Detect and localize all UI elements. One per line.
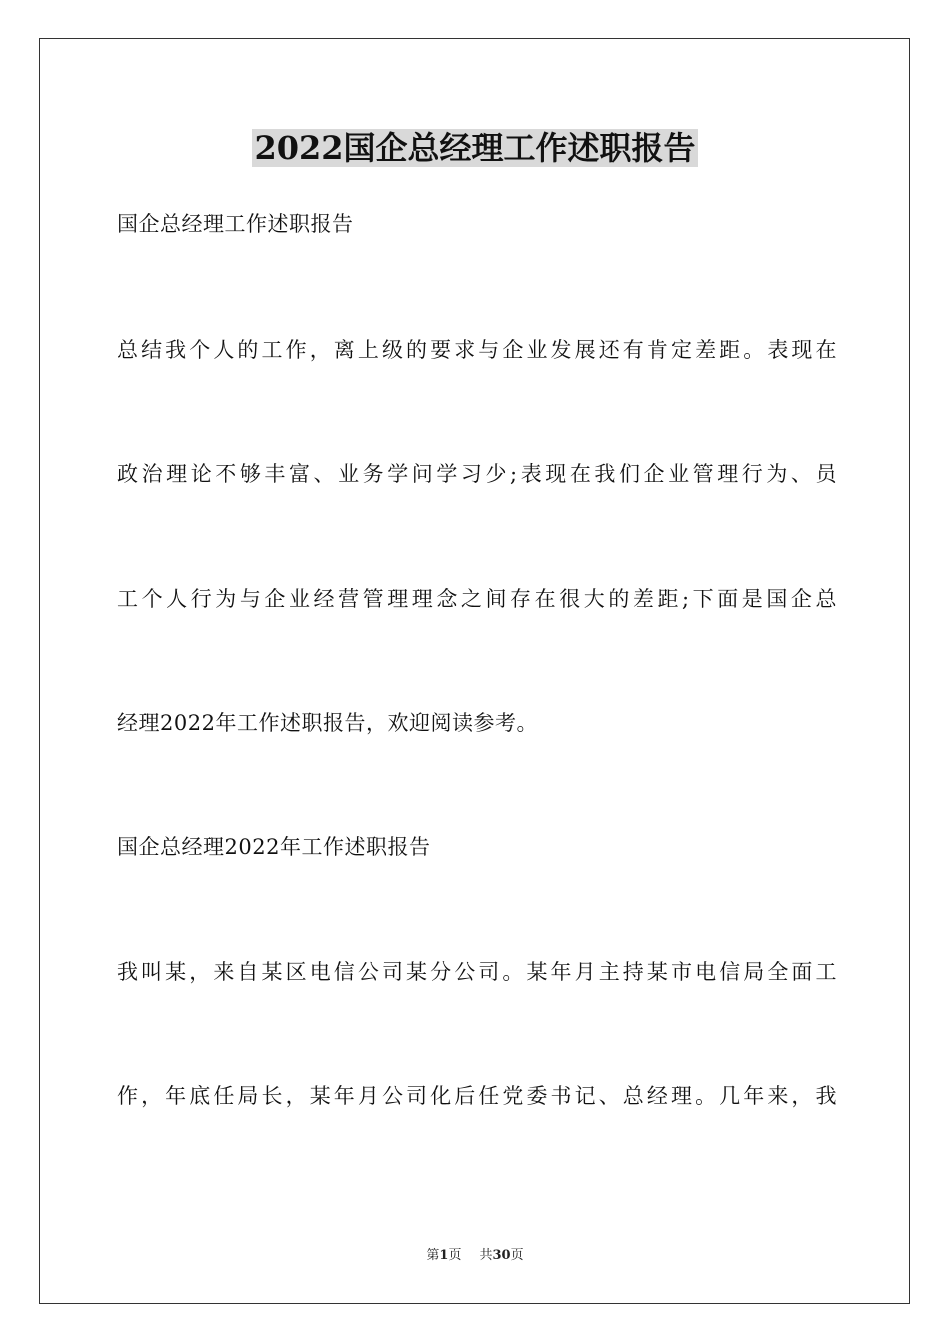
footer-page-total: 30 bbox=[492, 1248, 511, 1263]
paragraph-line: 国企总经理2022年工作述职报告 bbox=[117, 835, 431, 859]
footer-page-unit: 页 bbox=[448, 1248, 462, 1263]
page-footer bbox=[0, 1247, 950, 1265]
footer-total-unit: 页 bbox=[510, 1248, 524, 1263]
paragraph-line: 总结我个人的工作，离上级的要求与企业发展还有肯定差距。表现在 bbox=[117, 338, 837, 362]
footer-total-prefix: 共 bbox=[479, 1248, 493, 1263]
paragraph-line: 工个人行为与企业经营管理理念之间存在很大的差距;下面是国企总 bbox=[117, 587, 837, 611]
paragraph-line: 经理2022年工作述职报告，欢迎阅读参考。 bbox=[117, 711, 538, 735]
paragraph-line: 国企总经理工作述职报告 bbox=[117, 212, 354, 236]
document-title-text: 2022国企总经理工作述职报告 bbox=[254, 129, 696, 167]
paragraph-line: 政治理论不够丰富、业务学问学习少;表现在我们企业管理行为、员 bbox=[117, 462, 837, 486]
paragraph-line: 我叫某，来自某区电信公司某分公司。某年月主持某市电信局全面工 bbox=[117, 960, 837, 984]
paragraph-line: 作，年底任局长，某年月公司化后任党委书记、总经理。几年来，我 bbox=[117, 1084, 837, 1108]
document-title bbox=[0, 126, 950, 170]
footer-page-prefix: 第 bbox=[426, 1248, 440, 1263]
footer-page-current: 1 bbox=[439, 1248, 449, 1263]
